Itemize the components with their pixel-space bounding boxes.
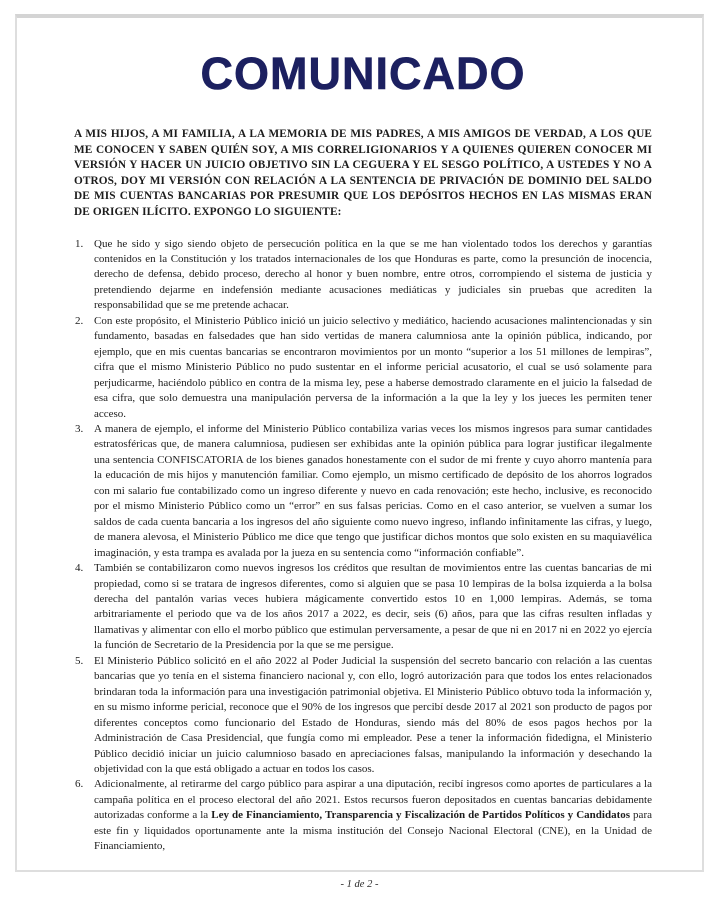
numbered-list bbox=[74, 237, 652, 855]
list-item-3 bbox=[74, 422, 652, 561]
item-text-bold-law-name: Ley de Financiamiento, Transparencia y Fiscalización de Partidos Políticos y Candidatos bbox=[211, 809, 631, 822]
item-text: El Ministerio Público solicitó en el año 2022 al Poder Judicial la suspensión del secreto bancario con relación a las cuentas bancarias que yo tenía en el sistema financiero nacional y, con ello, logró autorización para que todos los entes relacionados brindaran toda la información para una investigación patrimonial objetiva. El Ministerio Público obtuvo toda la información y, en su mismo informe pericial, reconoce que el 90% de los ingresos que percibí desde 2017 al 2021 son producto de pagos por diferentes conceptos como funcionario del Estado de Honduras, siendo más del 80% de esos pagos hechos por la Administración de Casa Presidencial, que fungía como mi empleador. Pese a tener la información fidedigna, el Ministerio Público decidió iniciar un juicio calumnioso basado en apreciaciones falsas, manipulando la información y desechando la objetividad con la que está obligado a actuar en todos los casos. bbox=[94, 654, 652, 775]
item-number: 6. bbox=[75, 778, 84, 791]
list-item-2 bbox=[74, 314, 652, 422]
item-text: También se contabilizaron como nuevos ingresos los créditos que resultan de movimientos entre las cuentas bancarias de mi propiedad, como si se tratara de ingresos diferentes, como si alguien que se pasa 10 lempiras de la bolsa izquierda a la bolsa derecha del pantalón varias veces hubiera mágicamente convertido estos 10 en 1,000 lempiras. Además, se toma arbitrariamente el periodo que va de los años 2017 a 2022, es decir, seis (6) años, para que las cifras resulten infladas y llamativas y alimentar con ello el morbo público que estimulan perversamente, a pesar de que ni en 2017 ni en 2022 yo ejercía la función de Secretario de la Presidencia por la que se me persigue. bbox=[94, 562, 652, 652]
page-title: COMUNICADO bbox=[200, 48, 526, 99]
page-content bbox=[17, 48, 702, 900]
item-number: 2. bbox=[75, 314, 84, 327]
item-number: 4. bbox=[75, 562, 84, 575]
list-item-5 bbox=[74, 654, 652, 778]
item-text: Con este propósito, el Ministerio Público inició un juicio selectivo y mediático, haciendo acusaciones malintencionadas y sin fundamento, basadas en falsedades que han sido vertidas de manera calumniosa ante la opinión pública, indicando, por ejemplo, que en mis cuentas bancarias se encontraron movimientos por un monto “superior a los 51 millones de lempiras”, cifra que el mismo Ministerio Público no pudo sustentar en el informe pericial acusatorio, el cual se usó solamente para perjudicarme, haciéndolo público en contra de la misma ley, pese a haberse demostrado claramente en el juicio la falsedad de esa cifra, que solo demuestra una manipulación perversa de la información a la que la ley y los jueces les permiten tener acceso. bbox=[94, 314, 652, 420]
item-number: 1. bbox=[75, 237, 84, 250]
item-text: Que he sido y sigo siendo objeto de persecución política en la que se me han violentado todos los derechos y garantías contenidos en la Constitución y los tratados internacionales de los que Honduras es parte, como la presunción de inocencia, derecho de defensa, debido proceso, derecho al honor y buen nombre, entre otros, corrompiendo el sistema de justicia y pretendiendo dejarme en indefensión mediante acusaciones mediáticas y judiciales sin pruebas que acrediten la responsabilidad que se me pretende achacar. bbox=[94, 237, 652, 312]
list-item-6 bbox=[74, 777, 652, 854]
list-item-1 bbox=[74, 237, 652, 314]
item-text-post: para este fin y liquidados oportunamente ante la misma institución del Consejo Nacional Electoral (CNE), en la Unidad de Financiamiento, bbox=[94, 809, 652, 853]
item-number: 3. bbox=[75, 423, 84, 435]
document-page bbox=[15, 14, 704, 890]
item-text: A manera de ejemplo, el informe del Ministerio Público contabiliza varias veces los mismos ingresos para sumar cantidades estratosféricas que, de manera calumniosa, pudiesen ser exhibidas ante la opinión pública para lograr justificar ilegalmente una sentencia CONFISCATORIA de los bienes ganados honestamente con el sudor de mi frente y cuyo ahorro mantenía para la educación de mis hijos y manutención familiar. Como ejemplo, un mismo certificado de depósito de los ahorros logrados con mi salario fue contabilizado como un ingreso diferente y nuevo en cada renovación; este hecho, inclusive, es reconocido por el mismo Ministerio Público como un “error” en sus falsas pericias. Como en el caso anterior, se vuelven a sumar los saldos de cada cuenta bancaria a los ingresos del año siguiente como nuevo ingreso, inflando infinitamente las cifras, y luego, de manera alevosa, el Ministerio Público me dice que tengo que justificar dichos montos que solo existen en su maquiavélica imaginación, y esta trampa es avalada por la jueza en su sentencia como “información confiable”. bbox=[94, 423, 652, 559]
list-item-4 bbox=[74, 561, 652, 654]
item-number: 5. bbox=[75, 654, 84, 667]
item-text-pre: Adicionalmente, al retirarme del cargo público para aspirar a una diputación, recibí ingresos como aportes de particulares a la campaña política en el proceso electoral del año 2021. Estos recursos fueron depositados en cuentas bancarias debidamente autorizadas conforme a la bbox=[94, 778, 652, 822]
intro-paragraph: A MIS HIJOS, A MI FAMILIA, A LA MEMORIA DE MIS PADRES, A MIS AMIGOS DE VERDAD, A LOS QUE ME CONOCEN Y SABEN QUIÉN SOY, A MIS CORRELIGIONARIOS Y A QUIENES QUIEREN CONOCER MI VERSIÓN Y HACER UN JUICIO OBJETIVO SIN LA CEGUERA Y EL SESGO POLÍTICO, A USTEDES Y NO A OTROS, DOY MI VERSIÓN CON RELACIÓN A LA SENTENCIA DE PRIVACIÓN DE DOMINIO DEL SALDO DE MIS CUENTAS BANCARIAS POR PRESUMIR QUE LOS DEPÓSITOS HECHOS EN LAS MISMAS ERAN DE ORIGEN ILÍCITO. EXPONGO LO SIGUIENTE: bbox=[74, 128, 652, 218]
page-number: - 1 de 2 - bbox=[340, 879, 379, 890]
